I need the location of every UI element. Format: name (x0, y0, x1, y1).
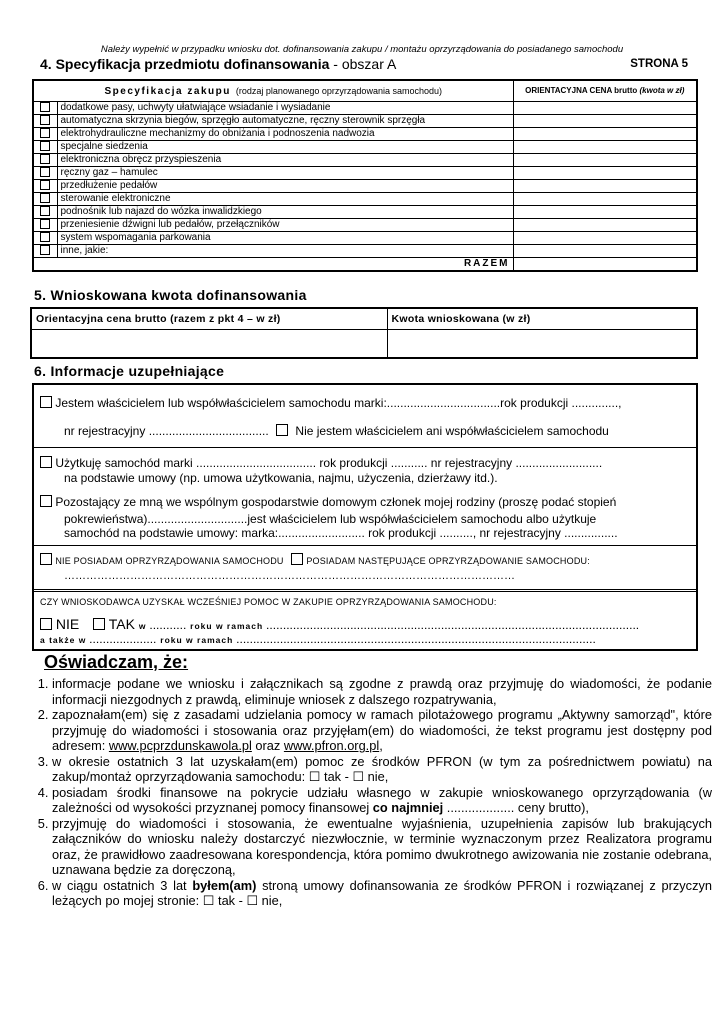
spec-checkbox[interactable] (40, 180, 50, 190)
user-contract-text: na podstawie umowy (np. umowa użytkowania, najmu, użyczenia, dzierżawy itd.). (64, 471, 498, 485)
spec-checkbox[interactable] (40, 219, 50, 229)
d6-yes-checkbox[interactable]: ☐ (202, 893, 215, 908)
prior-help-yes-checkbox[interactable] (93, 618, 105, 630)
spec-checkbox[interactable] (40, 154, 50, 164)
section6-title: 6. Informacje uzupełniające (34, 363, 225, 379)
spec-checkbox-cell (33, 115, 57, 128)
has-equipment-text: POSIADAM NASTĘPUJĄCE OPRZYRZĄDOWANIE SAMOCHODU: (306, 556, 590, 566)
spec-price-field[interactable] (513, 141, 697, 154)
household-row (40, 495, 616, 509)
has-equipment-checkbox[interactable] (291, 553, 303, 565)
spec-checkbox[interactable] (40, 102, 50, 112)
spec-price-field[interactable] (513, 167, 697, 180)
spec-checkbox[interactable] (40, 206, 50, 216)
owner-checkbox[interactable] (40, 396, 52, 408)
spec-price-field[interactable] (513, 206, 697, 219)
form-note: Należy wypełnić w przypadku wniosku dot. dofinansowania zakupu / montażu oprzyrządowania do posiadanego samochodu (100, 44, 624, 55)
spec-item-label: ręczny gaz – hamulec (57, 167, 513, 180)
declaration-2: 2. zapoznałam(em) się z zasadami udzielania pomocy w ramach pilotażowego programu „Aktywny samorząd", które przyjmuję do wiadomości i stosowania oraz przyjęłam(em) do wiadomości, że tekst programu jest dostępny pod adresem: www.pcprzdunskawola.pl oraz www.pfron.org.pl, (52, 707, 712, 754)
spec-price-field[interactable] (513, 193, 697, 206)
no-equipment-checkbox[interactable] (40, 553, 52, 565)
declaration-title: Oświadczam, że: (44, 652, 189, 672)
spec-row (33, 193, 697, 206)
spec-checkbox[interactable] (40, 128, 50, 138)
spec-price-field[interactable] (513, 115, 697, 128)
spec-checkbox-cell (33, 128, 57, 141)
spec-item-label: dodatkowe pasy, uchwyty ułatwiające wsiadanie i wysiadanie (57, 102, 513, 115)
household-checkbox[interactable] (40, 495, 52, 507)
spec-price-field[interactable] (513, 128, 697, 141)
spec-item-label: system wspomagania parkowania (57, 232, 513, 245)
amount-table (30, 307, 698, 359)
total-label: RAZEM (33, 258, 513, 272)
spec-row (33, 115, 697, 128)
spec-checkbox-cell (33, 141, 57, 154)
not-owner-text: Nie jestem właścicielem ani współwłaścicielem samochodu (295, 424, 609, 438)
page-label: STRONA 5 (630, 58, 688, 70)
total-value[interactable] (513, 258, 697, 272)
user-row (40, 456, 602, 470)
spec-item-label: przeniesienie dźwigni lub pedałów, przełączników (57, 219, 513, 232)
spec-table (32, 79, 698, 272)
household-text-2: pokrewieństwa)..............................jest właścicielem lub współwłaścicielem samochodu albo użytkuje (64, 512, 597, 526)
prior-help-question: CZY WNIOSKODAWCA UZYSKAŁ WCZEŚNIEJ POMOC W ZAKUPIE OPRZYRZĄDOWANIA SAMOCHODU: (40, 597, 497, 607)
spec-checkbox[interactable] (40, 193, 50, 203)
spec-checkbox[interactable] (40, 167, 50, 177)
not-owner-checkbox[interactable] (276, 424, 288, 436)
d6-no-checkbox[interactable]: ☐ (246, 893, 259, 908)
spec-price-field[interactable] (513, 180, 697, 193)
declaration-6: 6. w ciągu ostatnich 3 lat byłem(am) stroną umowy dofinansowania ze środków PFRON i rozwiązanej z przyczyn leżących po mojej stronie: ☐ tak - ☐ nie, (52, 878, 712, 909)
section6-box (32, 383, 698, 651)
spec-item-label: przedłużenie pedałów (57, 180, 513, 193)
section4-title: 4. Specyfikacja przedmiotu dofinansowania - obszar A (40, 56, 397, 72)
spec-row (33, 167, 697, 180)
spec-checkbox-cell (33, 193, 57, 206)
spec-checkbox-cell (33, 102, 57, 115)
prior-help-no-checkbox[interactable] (40, 618, 52, 630)
spec-item-label: inne, jakie: (57, 245, 513, 258)
owner-reg-text: nr rejestracyjny .................................... (64, 424, 269, 438)
price-total-header: Orientacyjna cena brutto (razem z pkt 4 – w zł) (31, 308, 387, 330)
spec-item-label: podnośnik lub najazd do wózka inwalidzkiego (57, 206, 513, 219)
owner-row (40, 396, 622, 410)
spec-item-label: specjalne siedzenia (57, 141, 513, 154)
spec-checkbox[interactable] (40, 245, 50, 255)
spec-row (33, 141, 697, 154)
spec-price-field[interactable] (513, 232, 697, 245)
spec-price-field[interactable] (513, 154, 697, 167)
household-text-3: samochód na podstawie umowy: marka:.......................... rok produkcji .........., nr rejestracyjny ................ (64, 526, 618, 540)
link-pfron[interactable]: www.pfron.org.pl (283, 738, 380, 753)
spec-checkbox-cell (33, 206, 57, 219)
spec-row (33, 154, 697, 167)
d3-no-checkbox[interactable]: ☐ (352, 769, 365, 784)
spec-checkbox-cell (33, 180, 57, 193)
requested-amount-header: Kwota wnioskowana (w zł) (387, 308, 697, 330)
prior-help-also-field[interactable]: a także w .................... roku w ramach ........................................................................................................... (40, 635, 597, 645)
prior-help-yes-label: TAK (108, 616, 135, 632)
spec-row (33, 180, 697, 193)
spec-price-field[interactable] (513, 102, 697, 115)
user-checkbox[interactable] (40, 456, 52, 468)
d3-yes-checkbox[interactable]: ☐ (308, 769, 321, 784)
user-text: Użytkuję samochód marki .................................... rok produkcji ........... nr rejestracyjny .......................... (55, 456, 603, 470)
spec-checkbox[interactable] (40, 141, 50, 151)
equipment-field[interactable]: …………………………………………………………………………………………………………… (64, 570, 515, 582)
prior-help-no-label: NIE (55, 616, 80, 632)
no-equipment-text: NIE POSIADAM OPRZYRZĄDOWANIA SAMOCHODU (55, 556, 284, 566)
spec-price-field[interactable] (513, 245, 697, 258)
spec-row (33, 219, 697, 232)
requested-amount-field[interactable] (387, 330, 697, 359)
spec-checkbox-cell (33, 219, 57, 232)
declaration-5: 5. przyjmuję do wiadomości i stosowania, że ewentualne wyjaśnienia, uzupełnienia zapisów lub brakujących załączników do wniosku należy dostarczyć niezwłocznie, w terminie wyznaczonym przez Realizatora programu oraz, że prawidłowo zaadresowana korespondencja, która pomimo dwukrotnego awizowania nie zostanie odebrana, uznawana będzie za doręczoną, (52, 816, 712, 878)
declaration-1: 1. informacje podane we wniosku i załącznikach są zgodne z prawdą oraz przyjmuję do wiadomości, że podanie informacji niezgodnych z prawdą, eliminuje wniosek z dalszego rozpatrywania, (52, 676, 712, 707)
spec-checkbox-cell (33, 154, 57, 167)
spec-checkbox[interactable] (40, 232, 50, 242)
section5-title: 5. Wnioskowana kwota dofinansowania (34, 287, 307, 303)
price-total-field[interactable] (31, 330, 387, 359)
declaration-4: 4. posiadam środki finansowe na pokrycie udziału własnego w zakupie wnioskowanego oprzyrządowania (w zależności od wysokości przyznanej pomocy finansowej co najmniej ................... ceny brutto), (52, 785, 712, 816)
spec-header: Specyfikacja zakupu (rodzaj planowanego oprzyrządowania samochodu) (33, 80, 513, 102)
declaration-list (32, 676, 712, 909)
prior-help-row (40, 616, 640, 632)
household-text: Pozostający ze mną we wspólnym gospodarstwie domowym członek mojej rodziny (proszę podać stopień (55, 495, 617, 509)
declaration-3: 3. w okresie ostatnich 3 lat uzyskałam(em) pomoc ze środków PFRON (w tym za pośrednictwem powiatu) na zakup/montaż oprzyrządowania samochodu: ☐ tak - ☐ nie, (52, 754, 712, 785)
spec-row (33, 206, 697, 219)
spec-row (33, 102, 697, 115)
link-pcpr[interactable]: www.pcprzdunskawola.pl (108, 738, 252, 753)
owner-text: Jestem właścicielem lub współwłaścicielem samochodu marki:..................................rok produkcji .............., (55, 396, 622, 410)
spec-checkbox-cell (33, 167, 57, 180)
price-header: ORIENTACYJNA CENA brutto (kwota w zł) (513, 80, 697, 102)
spec-item-label: sterowanie elektroniczne (57, 193, 513, 206)
spec-item-label: elektroniczna obręcz przyspieszenia (57, 154, 513, 167)
spec-checkbox-cell (33, 245, 57, 258)
spec-price-field[interactable] (513, 219, 697, 232)
spec-item-label: elektrohydrauliczne mechanizmy do obniżania i podnoszenia nadwozia (57, 128, 513, 141)
spec-row (33, 128, 697, 141)
spec-checkbox[interactable] (40, 115, 50, 125)
equipment-row (40, 553, 590, 567)
spec-checkbox-cell (33, 232, 57, 245)
spec-row (33, 232, 697, 245)
prior-help-yes-field[interactable]: w ........... roku w ramach ............................................................................................................... (138, 621, 640, 631)
spec-row (33, 245, 697, 258)
spec-item-label: automatyczna skrzynia biegów, sprzęgło automatyczne, ręczny sterownik sprzęgła (57, 115, 513, 128)
owner-reg-row (64, 424, 609, 438)
